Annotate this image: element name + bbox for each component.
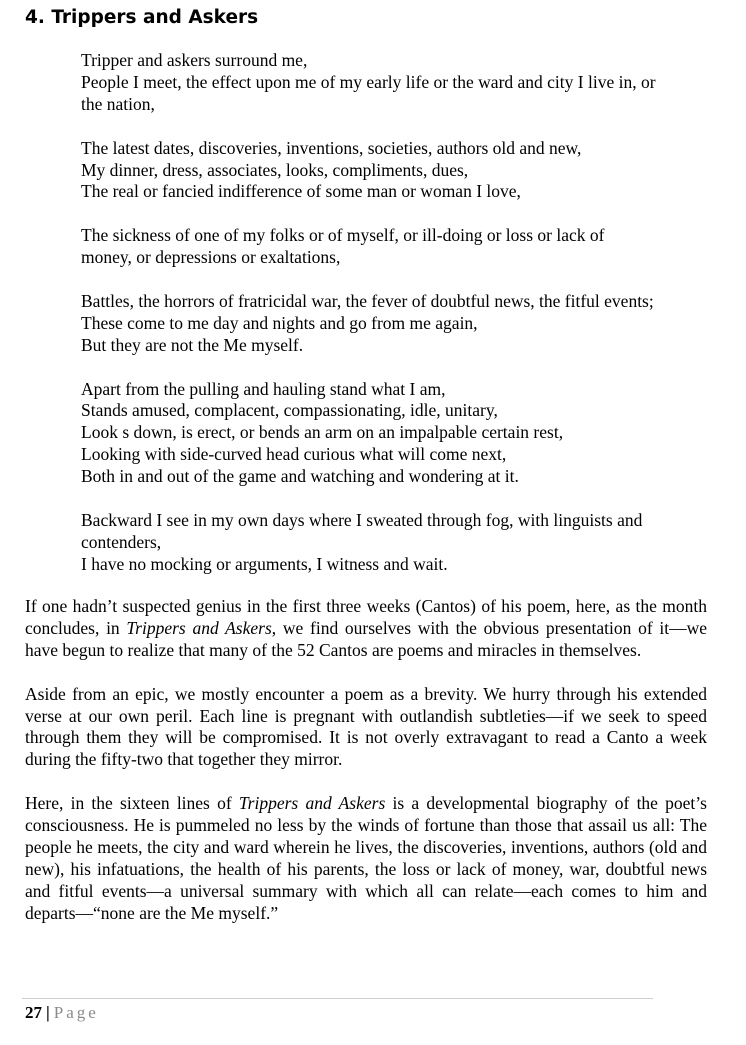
poem-line: Look s down, is erect, or bends an arm on an impalpable certain rest, bbox=[81, 422, 564, 443]
poem bbox=[81, 50, 711, 598]
poem-line: Both in and out of the game and watching and wondering at it. bbox=[81, 466, 519, 487]
poem-line: The real or fancied indifference of some man or woman I love, bbox=[81, 181, 521, 202]
page-footer bbox=[25, 1002, 99, 1024]
poem-line: Battles, the horrors of fratricidal war, the fever of doubtful news, the fitful events; bbox=[81, 290, 654, 311]
poem-line: Backward I see in my own days where I sweated through fog, with linguists and bbox=[81, 509, 643, 530]
poem-stanza bbox=[81, 291, 711, 357]
paragraph-text: , we find ourselves with the obvious presentation of it—we have begun to realize that many of the 52 Cantos are poems and miracles in themselves. bbox=[25, 617, 707, 660]
poem-line: These come to me day and nights and go from me again, bbox=[81, 312, 478, 333]
commentary bbox=[25, 596, 707, 946]
poem-line: Apart from the pulling and hauling stand what I am, bbox=[81, 378, 446, 399]
poem-title: Trippers and Askers bbox=[238, 793, 386, 814]
poem-line: But they are not the Me myself. bbox=[81, 334, 304, 355]
poem-line: the nation, bbox=[81, 93, 155, 114]
poem-line: I have no mocking or arguments, I witness and wait. bbox=[81, 553, 448, 574]
poem-line: Tripper and askers surround me, bbox=[81, 50, 308, 70]
paragraph bbox=[25, 596, 707, 662]
poem-stanza bbox=[81, 50, 711, 116]
page-number: 27 bbox=[25, 1003, 42, 1022]
poem-line: Looking with side-curved head curious what will come next, bbox=[81, 444, 507, 465]
paragraph-text: Here, in the sixteen lines of bbox=[25, 793, 239, 814]
poem-line: The latest dates, discoveries, inventions, societies, authors old and new, bbox=[81, 137, 582, 158]
poem-line: Stands amused, complacent, compassionating, idle, unitary, bbox=[81, 400, 498, 421]
paragraph bbox=[25, 793, 707, 924]
poem-line: People I meet, the effect upon me of my early life or the ward and city I live in, or bbox=[81, 71, 656, 92]
footer-separator: | bbox=[46, 1003, 50, 1022]
poem-stanza bbox=[81, 379, 711, 489]
poem-stanza bbox=[81, 138, 711, 204]
poem-line: The sickness of one of my folks or of myself, or ill-doing or loss or lack of bbox=[81, 225, 605, 246]
poem-line: My dinner, dress, associates, looks, compliments, dues, bbox=[81, 159, 469, 180]
paragraph-text: is a developmental biography of the poet’s consciousness. He is pummeled no less by the winds of fortune than those that assail us all: The people he meets, the city and ward wherein he lives, the discoveries, inventions, authors (old and new), his infatuations, the health of his parents, the loss or lack of money, war, doubtful news and fitful events—a universal summary with which all can relate—each comes to him and departs—“none are the Me myself.” bbox=[25, 793, 707, 923]
poem-line: money, or depressions or exaltations, bbox=[81, 247, 341, 268]
page-label: Page bbox=[53, 1003, 99, 1022]
paragraph: Aside from an epic, we mostly encounter a poem as a brevity. We hurry through his extended verse at our own peril. Each line is pregnant with outlandish subtleties—if we seek to speed through them they will be compromised. It is not overly extravagant to read a Canto a week during the fifty-two that together they mirror. bbox=[25, 683, 707, 770]
poem-line: contenders, bbox=[81, 531, 162, 552]
paragraph-text: If one hadn’t suspected genius in the first three weeks (Cantos) of his poem, here, as the month concludes, in bbox=[25, 596, 707, 638]
poem-title: Trippers and Askers bbox=[126, 617, 272, 638]
poem-stanza bbox=[81, 225, 711, 269]
section-heading: 4. Trippers and Askers bbox=[25, 7, 259, 28]
footer-divider bbox=[22, 998, 653, 999]
poem-stanza bbox=[81, 510, 711, 576]
